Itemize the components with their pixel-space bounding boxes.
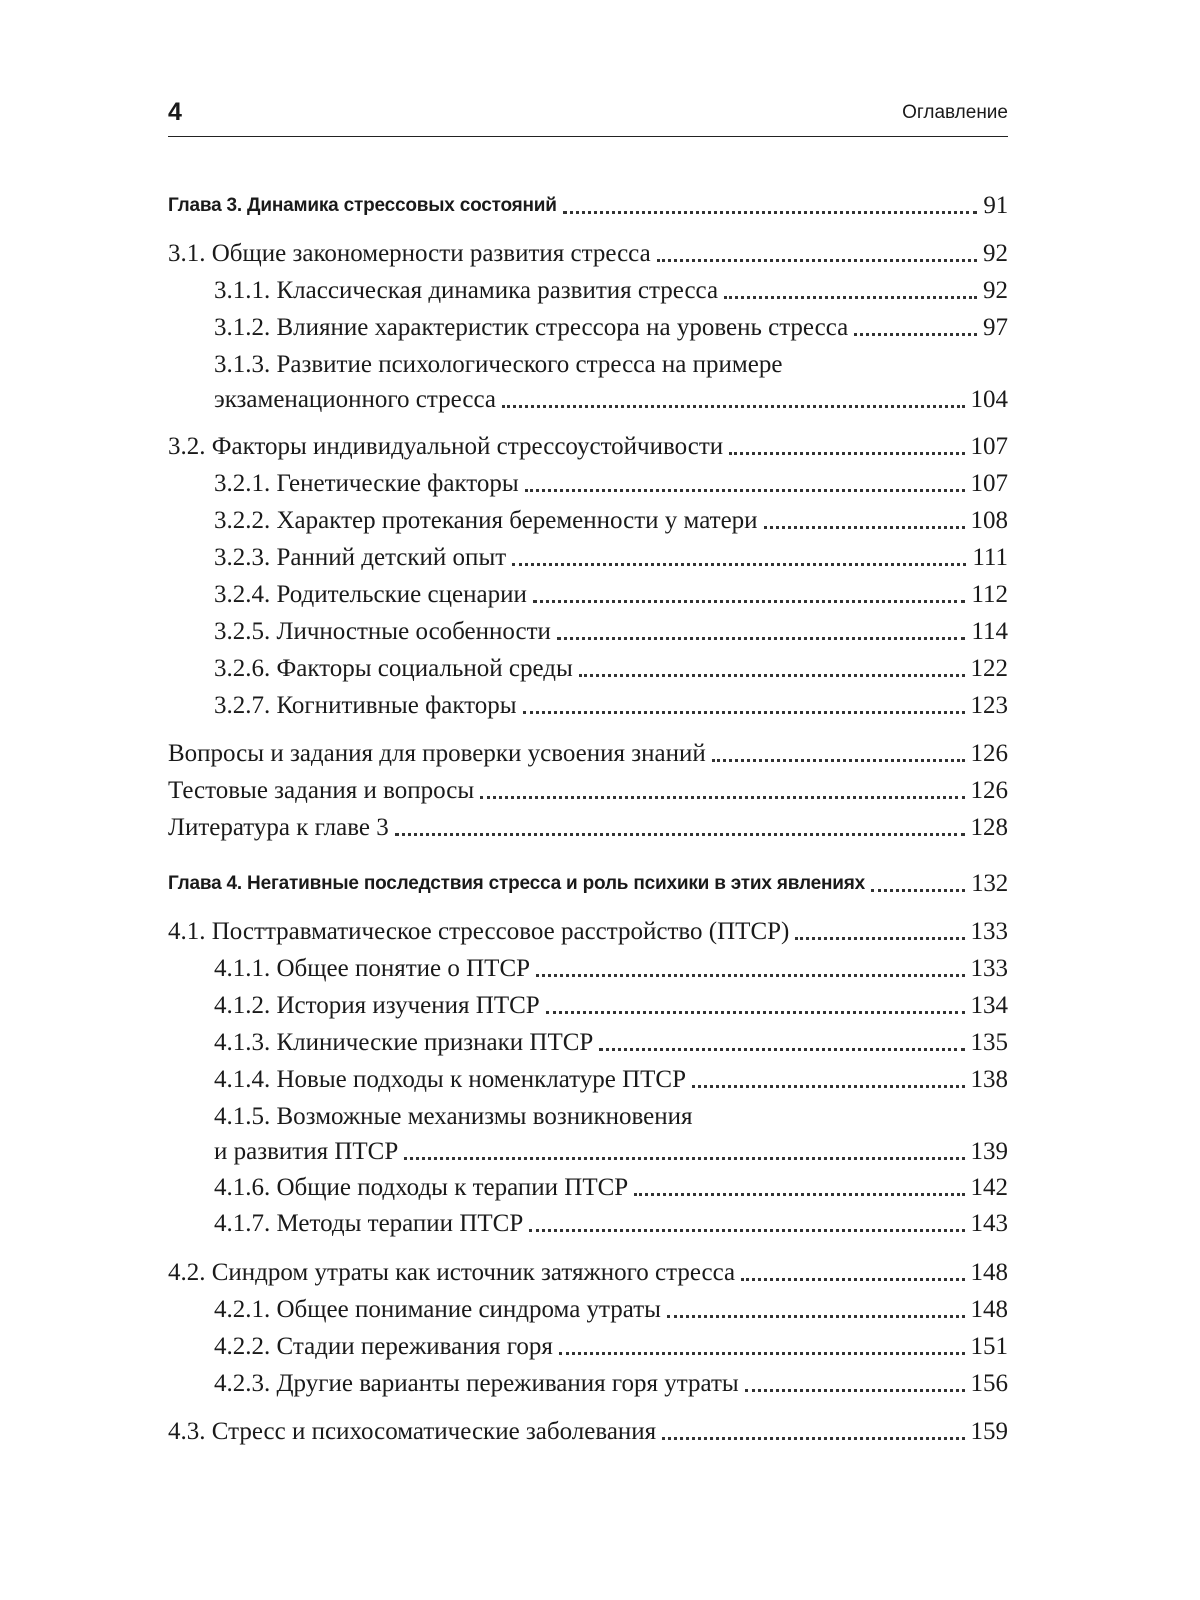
toc-dot-leader (764, 526, 965, 529)
toc-entry-page: 126 (970, 740, 1008, 767)
toc-entry-3-2-5 (214, 614, 1008, 648)
toc-entry-title: 3.2.5. Личностные особенности (214, 618, 551, 645)
table-of-contents (168, 0, 1008, 1600)
toc-entry-4-1-5-line-1: 4.1.5. Возможные механизмы возникновения (214, 1103, 693, 1130)
toc-entry-page: 92 (983, 240, 1008, 267)
toc-dot-leader (502, 405, 965, 408)
toc-entry-title: 4.1.3. Клинические признаки ПТСР (214, 1029, 594, 1056)
toc-dot-leader (546, 1011, 965, 1014)
toc-dot-leader (525, 489, 965, 492)
toc-entry-title: 3.1.2. Влияние характеристик стрессора на уровень стресса (214, 314, 849, 341)
toc-dot-leader (795, 937, 964, 940)
toc-entry-page: 92 (983, 277, 1008, 304)
toc-entry-4-1-2 (214, 988, 1008, 1022)
toc-dot-leader (533, 600, 966, 603)
page-number: 4 (168, 98, 182, 126)
toc-entry-title: 4.1.6. Общие подходы к терапии ПТСР (214, 1174, 629, 1201)
toc-entry-3-1-3-line-2 (214, 382, 1008, 416)
toc-entry-page: 97 (983, 314, 1008, 341)
toc-entry-title: 3.1. Общие закономерности развития стресса (168, 240, 651, 267)
toc-dot-leader (692, 1085, 965, 1088)
toc-entry-title: 4.2. Синдром утраты как источник затяжного стресса (168, 1259, 736, 1286)
toc-dot-leader (557, 637, 965, 640)
toc-entry-page: 133 (970, 918, 1008, 945)
toc-entry-page: 134 (970, 992, 1008, 1019)
toc-entry-title: 4.1.4. Новые подходы к номенклатуре ПТСР (214, 1066, 686, 1093)
toc-entry-page: 114 (971, 618, 1008, 645)
toc-entry-title: и развития ПТСР (214, 1138, 399, 1165)
toc-entry-3-2 (168, 429, 1008, 463)
toc-entry-3-2-3 (214, 540, 1008, 574)
toc-entry-4-1-1 (214, 951, 1008, 985)
toc-entry-title: Глава 4. Негативные последствия стресса и роль психики в этих явлениях (168, 873, 865, 894)
toc-dot-leader (724, 296, 977, 299)
toc-entry-title: 4.2.1. Общее понимание синдрома утраты (214, 1296, 661, 1323)
toc-entry-page: 151 (970, 1333, 1008, 1360)
toc-entry-page: 138 (970, 1066, 1008, 1093)
toc-entry-4-1-7 (214, 1206, 1008, 1240)
toc-entry-title: 4.1.7. Методы терапии ПТСР (214, 1210, 524, 1237)
toc-entry-4-2-3 (214, 1366, 1008, 1400)
toc-dot-leader (599, 1048, 964, 1051)
toc-dot-leader (854, 333, 977, 336)
toc-entry-4-1 (168, 914, 1008, 948)
toc-entry-chapter-3 (168, 188, 1008, 222)
toc-entry-title: 3.1.1. Классическая динамика развития стресса (214, 277, 719, 304)
running-title: Оглавление (902, 102, 1008, 123)
toc-entry-page: 107 (970, 433, 1008, 460)
toc-dot-leader (523, 711, 965, 714)
toc-dot-leader (662, 1437, 964, 1440)
toc-entry-4-2-2 (214, 1329, 1008, 1363)
toc-entry-3-2-6 (214, 651, 1008, 685)
toc-entry-questions (168, 736, 1008, 770)
toc-entry-title: 3.2.4. Родительские сценарии (214, 581, 527, 608)
toc-entry-tests (168, 773, 1008, 807)
toc-entry-4-3 (168, 1414, 1008, 1448)
toc-entry-title: Вопросы и задания для проверки усвоения знаний (168, 740, 706, 767)
toc-entry-page: 123 (970, 692, 1008, 719)
toc-entry-page: 132 (971, 870, 1008, 897)
toc-entry-page: 135 (970, 1029, 1008, 1056)
toc-entry-page: 104 (970, 386, 1008, 413)
toc-entry-3-2-2 (214, 503, 1008, 537)
toc-entry-4-2-1 (214, 1292, 1008, 1326)
toc-entry-3-1 (168, 236, 1008, 270)
toc-entry-page: 107 (970, 470, 1008, 497)
toc-dot-leader (559, 1352, 965, 1355)
toc-entry-page: 128 (970, 814, 1008, 841)
toc-entry-title: 3.2.6. Факторы социальной среды (214, 655, 573, 682)
toc-entry-title: 3.2.1. Генетические факторы (214, 470, 519, 497)
toc-entry-4-1-4 (214, 1062, 1008, 1096)
toc-entry-3-1-2 (214, 310, 1008, 344)
toc-entry-title: экзаменационного стресса (214, 386, 496, 413)
toc-entry-title: 4.2.2. Стадии переживания горя (214, 1333, 553, 1360)
toc-entry-page: 156 (970, 1370, 1008, 1397)
toc-entry-title: 4.1.2. История изучения ПТСР (214, 992, 540, 1019)
toc-entry-4-1-6 (214, 1170, 1008, 1204)
toc-entry-3-2-1 (214, 466, 1008, 500)
toc-dot-leader (404, 1157, 964, 1160)
toc-entry-3-1-3-line-1: 3.1.3. Развитие психологического стресса на примере (214, 351, 783, 378)
toc-entry-title: 4.2.3. Другие варианты переживания горя утраты (214, 1370, 739, 1397)
toc-entry-3-2-7 (214, 688, 1008, 722)
toc-dot-leader (712, 759, 965, 762)
toc-dot-leader (741, 1278, 964, 1281)
toc-entry-page: 91 (983, 192, 1008, 219)
toc-entry-page: 142 (970, 1174, 1008, 1201)
toc-entry-title: Литература к главе 3 (168, 814, 389, 841)
toc-entry-4-1-5-line-2 (214, 1134, 1008, 1168)
toc-entry-page: 122 (970, 655, 1008, 682)
toc-entry-title: 3.2. Факторы индивидуальной стрессоустойчивости (168, 433, 724, 460)
toc-dot-leader (871, 889, 965, 892)
toc-entry-3-2-4 (214, 577, 1008, 611)
toc-entry-page: 159 (970, 1418, 1008, 1445)
toc-dot-leader (563, 211, 978, 214)
toc-entry-title: 4.1. Посттравматическое стрессовое расстройство (ПТСР) (168, 918, 790, 945)
toc-entry-page: 143 (970, 1210, 1008, 1237)
toc-entry-title: 4.1.1. Общее понятие о ПТСР (214, 955, 531, 982)
toc-dot-leader (729, 452, 964, 455)
toc-dot-leader (480, 796, 964, 799)
toc-dot-leader (395, 833, 965, 836)
toc-entry-page: 126 (970, 777, 1008, 804)
toc-entry-title: 4.3. Стресс и психосоматические заболевания (168, 1418, 657, 1445)
toc-entry-title: Тестовые задания и вопросы (168, 777, 475, 804)
toc-entry-chapter-4 (168, 866, 1008, 900)
toc-entry-page: 111 (972, 544, 1008, 571)
toc-entry-page: 133 (970, 955, 1008, 982)
toc-dot-leader (667, 1315, 965, 1318)
toc-entry-3-1-1 (214, 273, 1008, 307)
toc-dot-leader (657, 259, 977, 262)
toc-entry-title: 3.2.2. Характер протекания беременности у матери (214, 507, 758, 534)
toc-entry-4-1-3 (214, 1025, 1008, 1059)
toc-dot-leader (634, 1193, 964, 1196)
toc-entry-page: 139 (970, 1138, 1008, 1165)
toc-entry-literature (168, 810, 1008, 844)
toc-entry-page: 148 (970, 1259, 1008, 1286)
toc-dot-leader (529, 1229, 964, 1232)
toc-dot-leader (745, 1389, 965, 1392)
toc-entry-page: 112 (971, 581, 1008, 608)
toc-dot-leader (536, 974, 964, 977)
toc-entry-page: 148 (970, 1296, 1008, 1323)
toc-entry-title: Глава 3. Динамика стрессовых состояний (168, 195, 557, 216)
toc-dot-leader (579, 674, 965, 677)
toc-entry-page: 108 (970, 507, 1008, 534)
toc-entry-4-2 (168, 1255, 1008, 1289)
toc-entry-title: 3.2.7. Когнитивные факторы (214, 692, 517, 719)
toc-entry-title: 3.2.3. Ранний детский опыт (214, 544, 507, 571)
toc-dot-leader (512, 563, 966, 566)
